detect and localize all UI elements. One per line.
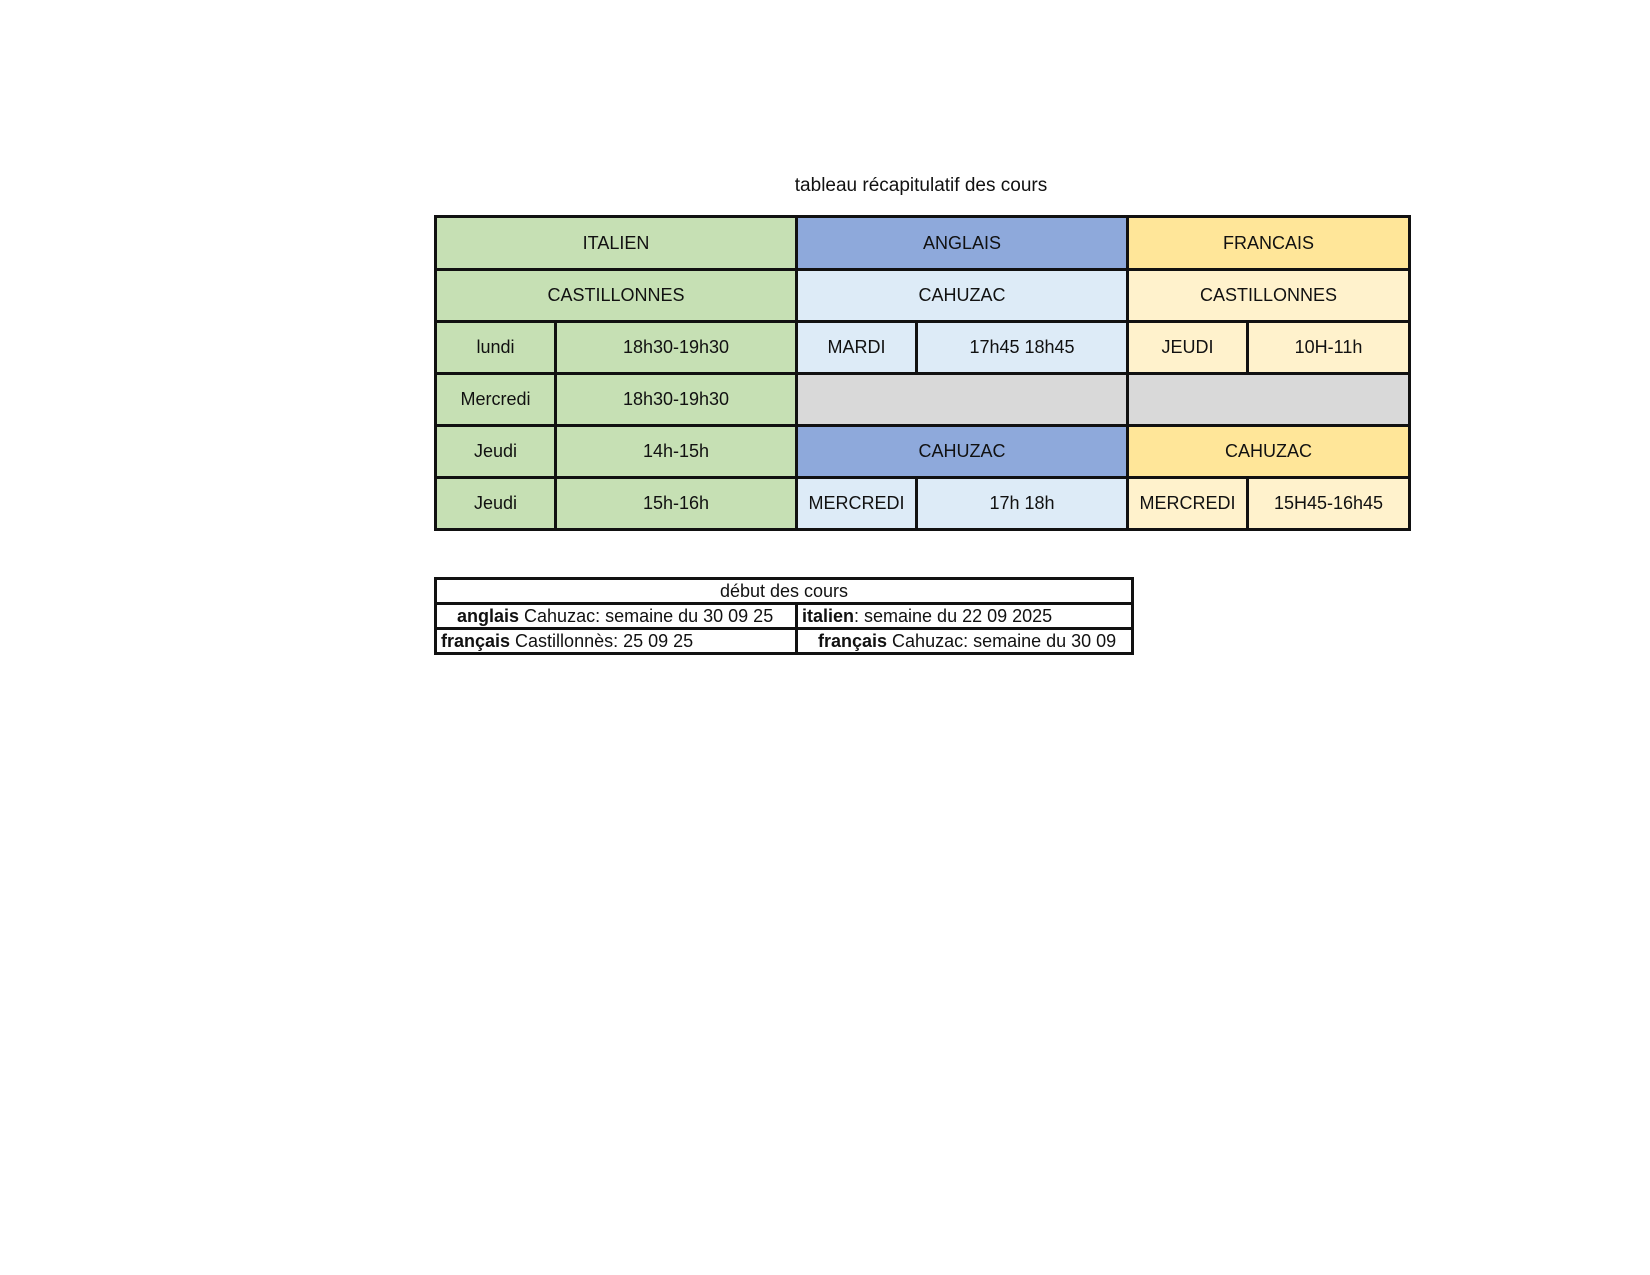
francais-time: 15H45-16h45 — [1248, 478, 1410, 530]
language-header-row — [436, 217, 1410, 270]
location-row — [436, 270, 1410, 322]
course-start-text: Cahuzac: semaine du 30 09 — [887, 631, 1117, 651]
schedule-table — [434, 215, 1411, 531]
course-start-subject: anglais — [457, 606, 520, 626]
italien-day: Mercredi — [436, 374, 556, 426]
course-start-entry — [436, 604, 797, 629]
anglais-day: MARDI — [797, 322, 917, 374]
anglais-location: CAHUZAC — [797, 270, 1128, 322]
italien-time: 18h30-19h30 — [556, 322, 797, 374]
italien-day: Jeudi — [436, 426, 556, 478]
course-start-table — [434, 577, 1134, 655]
schedule-row — [436, 322, 1410, 374]
italien-time: 15h-16h — [556, 478, 797, 530]
course-start-text: : semaine du 22 09 2025 — [854, 606, 1053, 626]
francais-location: CASTILLONNES — [1128, 270, 1410, 322]
course-start-text: Castillonnès: 25 09 25 — [510, 631, 694, 651]
anglais-location-2: CAHUZAC — [797, 426, 1128, 478]
italien-header: ITALIEN — [436, 217, 797, 270]
anglais-time: 17h45 18h45 — [917, 322, 1128, 374]
francais-time: 10H-11h — [1248, 322, 1410, 374]
francais-header: FRANCAIS — [1128, 217, 1410, 270]
course-start-subject: français — [818, 631, 888, 651]
course-start-title: début des cours — [436, 579, 1133, 604]
schedule-row — [436, 374, 1410, 426]
anglais-empty-cell — [797, 374, 1128, 426]
course-start-entry — [797, 604, 1133, 629]
italien-time: 14h-15h — [556, 426, 797, 478]
anglais-time: 17h 18h — [917, 478, 1128, 530]
francais-day: JEUDI — [1128, 322, 1248, 374]
anglais-header: ANGLAIS — [797, 217, 1128, 270]
anglais-day: MERCREDI — [797, 478, 917, 530]
italien-day: lundi — [436, 322, 556, 374]
course-start-subject: français — [441, 631, 511, 651]
course-start-entry — [436, 629, 797, 654]
italien-day: Jeudi — [436, 478, 556, 530]
schedule-row — [436, 426, 1410, 478]
page-title: tableau récapitulatif des cours — [794, 175, 1048, 196]
francais-empty-cell — [1128, 374, 1410, 426]
course-start-entry — [797, 629, 1133, 654]
course-start-subject: italien — [802, 606, 855, 626]
italien-time: 18h30-19h30 — [556, 374, 797, 426]
francais-day: MERCREDI — [1128, 478, 1248, 530]
italien-location: CASTILLONNES — [436, 270, 797, 322]
francais-location-2: CAHUZAC — [1128, 426, 1410, 478]
course-start-text: Cahuzac: semaine du 30 09 25 — [519, 606, 774, 626]
schedule-row — [436, 478, 1410, 530]
